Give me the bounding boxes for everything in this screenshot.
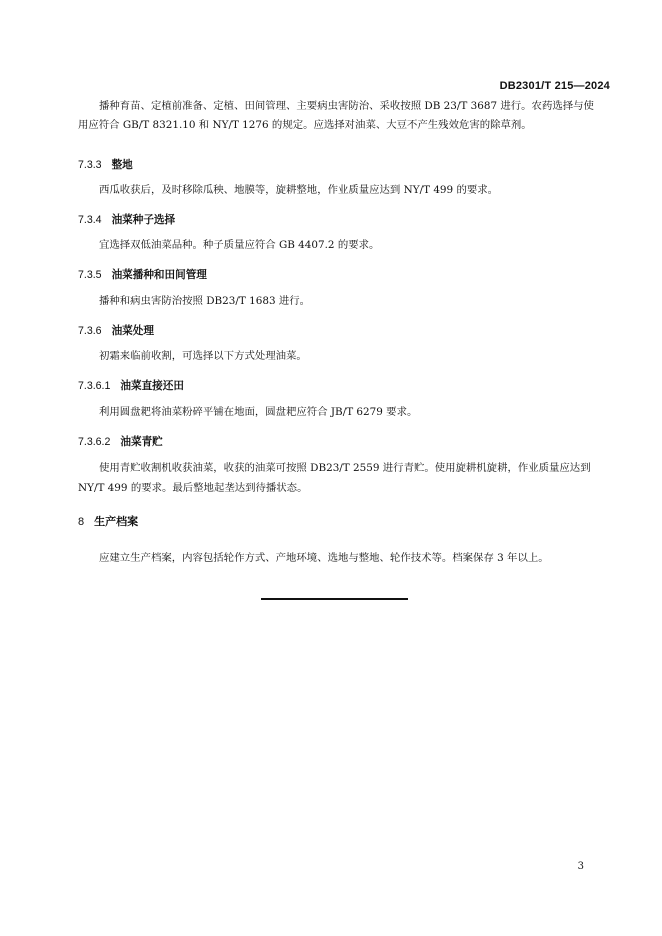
page-number: 3 <box>577 861 584 872</box>
section-7-3-6-1-heading <box>78 378 184 393</box>
section-number: 8 <box>78 516 85 528</box>
section-8-heading <box>78 513 138 529</box>
section-title: 油菜种子选择 <box>111 214 176 226</box>
document-code: DB2301/T 215—2024 <box>499 80 610 92</box>
section-number: 7.3.5 <box>78 269 102 281</box>
section-7-3-3-text: 西瓜收获后，及时移除瓜秧、地膜等，旋耕整地，作业质量应达到 NY/T 499 的要求。 <box>99 184 499 196</box>
section-7-3-3-heading <box>78 157 133 172</box>
section-7-3-4-text: 宜选择双低油菜品种。种子质量应符合 GB 4407.2 的要求。 <box>99 239 380 251</box>
intro-paragraph: 播种育苗、定植前准备、定植、田间管理、主要病虫害防治、采收按照 DB 23/T 3687 进行。农药选择与使用应符合 GB/T 8321.10 和 NY/T 1276 的规定。应选择对油菜、大豆不产生残效危害的除草剂。 <box>78 100 594 131</box>
section-7-3-6-2-heading <box>78 434 163 449</box>
section-7-3-6-1-text: 利用圆盘耙将油菜粉碎平铺在地面，圆盘耙应符合 JB/T 6279 要求。 <box>99 406 418 418</box>
section-number: 7.3.3 <box>78 159 102 171</box>
section-title: 油菜青贮 <box>120 436 163 448</box>
section-title: 油菜播种和田间管理 <box>111 269 207 281</box>
end-of-document-rule <box>261 598 408 600</box>
section-7-3-6-2-text: 使用青贮收割机收获油菜，收获的油菜可按照 DB23/T 2559 进行青贮。使用旋耕机旋耕，作业质量应达到 NY/T 499 的要求。最后整地起垄达到待播状态。 <box>78 462 591 494</box>
section-8-text: 应建立生产档案，内容包括轮作方式、产地环境、选地与整地、轮作技术等。档案保存 3 年以上。 <box>99 552 549 564</box>
section-title: 整地 <box>111 159 133 171</box>
section-7-3-5-text: 播种和病虫害防治按照 DB23/T 1683 进行。 <box>99 295 311 307</box>
section-number: 7.3.4 <box>78 214 102 226</box>
section-number: 7.3.6 <box>78 325 102 337</box>
section-number: 7.3.6.2 <box>78 436 111 448</box>
section-title: 油菜处理 <box>111 325 154 337</box>
section-7-3-5-heading <box>78 267 207 282</box>
section-title: 生产档案 <box>94 515 139 528</box>
section-7-3-6-text: 初霜来临前收割，可选择以下方式处理油菜。 <box>99 350 307 362</box>
section-7-3-6-heading <box>78 323 154 338</box>
section-title: 油菜直接还田 <box>120 380 184 392</box>
section-number: 7.3.6.1 <box>78 380 111 392</box>
section-7-3-4-heading <box>78 212 175 227</box>
